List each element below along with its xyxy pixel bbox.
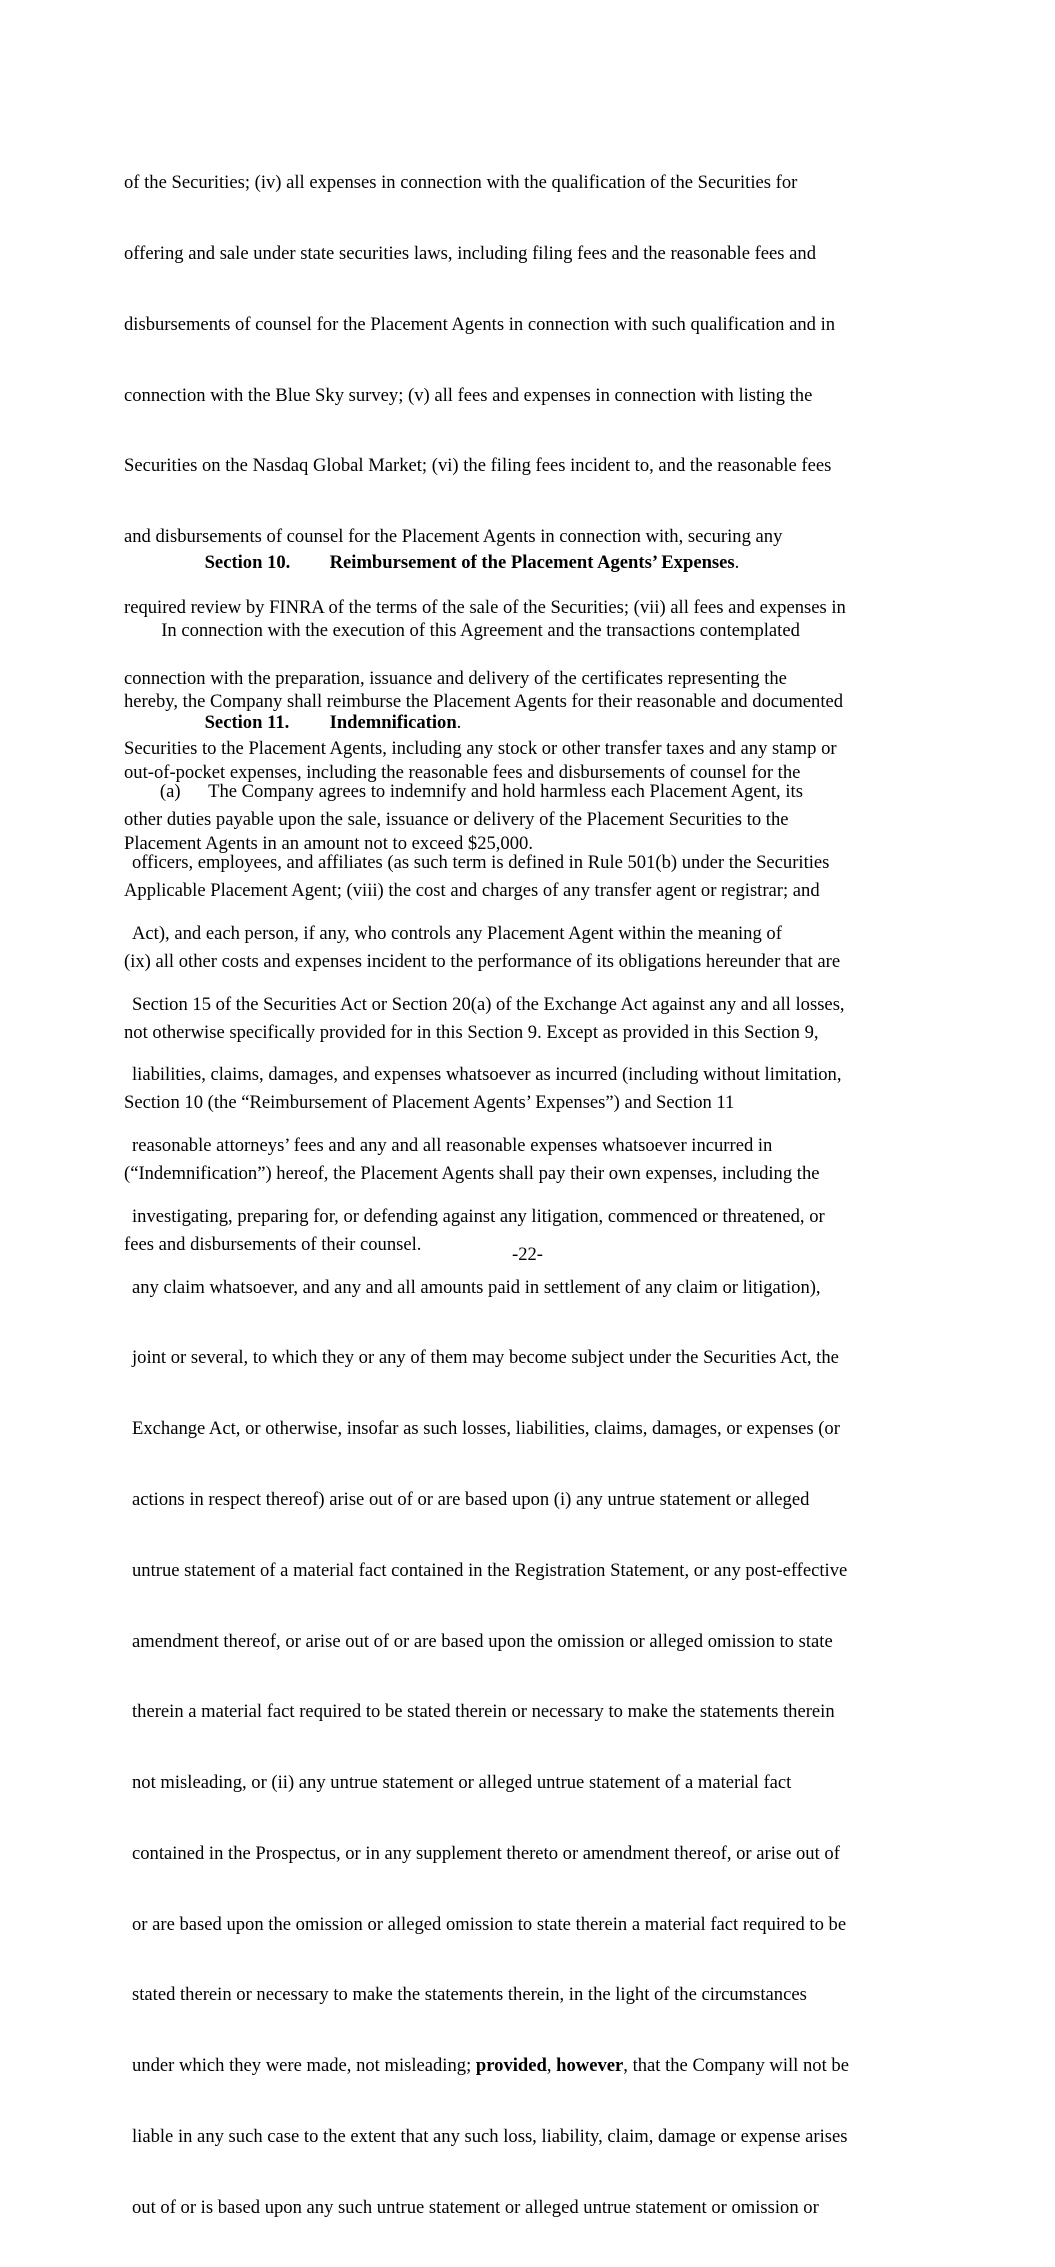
- text-line: Securities to the Placement Agents, including any stock or other transfer taxes and any stamp or: [124, 738, 837, 760]
- text-line: reasonable attorneys’ fees and any and all reasonable expenses whatsoever incurred in: [132, 1135, 773, 1157]
- text-line: connection with the preparation, issuance and delivery of the certificates representing the: [124, 667, 787, 689]
- text-line: Exchange Act, or otherwise, insofar as such losses, liabilities, claims, damages, or expenses (or: [132, 1418, 840, 1440]
- text-line: stated therein or necessary to make the statements therein, in the light of the circumstances: [132, 1984, 807, 2006]
- text-line: (a) The Company agrees to indemnify and hold harmless each Placement Agent, its: [132, 781, 803, 803]
- text-line: untrue statement of a material fact contained in the Registration Statement, or any post-effective: [132, 1559, 848, 1581]
- text-line: not misleading, or (ii) any untrue statement or alleged untrue statement of a material fact: [132, 1772, 792, 1794]
- text-line: other duties payable upon the sale, issuance or delivery of the Placement Securities to the: [124, 809, 789, 831]
- section-11-title: Indemnification: [329, 711, 457, 733]
- proviso-text-mid: ,: [546, 2055, 557, 2077]
- text-line: Applicable Placement Agent; (viii) the cost and charges of any transfer agent or registrar; and: [124, 880, 820, 901]
- text-line: disbursements of counsel for the Placement Agents in connection with such qualification and in: [124, 313, 836, 335]
- text-line: connection with the Blue Sky survey; (v) all fees and expenses in connection with listing the: [124, 384, 813, 406]
- text-line: of the Securities; (iv) all expenses in connection with the qualification of the Securities for: [124, 172, 798, 194]
- text-line: Section 10 (the “Reimbursement of Placement Agents’ Expenses”) and Section 11: [124, 1092, 735, 1114]
- section-11-title-period: .: [456, 711, 462, 733]
- text-line: therein a material fact required to be stated therein or necessary to make the statements therein: [132, 1701, 835, 1723]
- text-line: amendment thereof, or arise out of or are based upon the omission or alleged omission to state: [132, 1630, 833, 1652]
- section-10-number: Section 10.: [204, 551, 291, 573]
- text-line: contained in the Prospectus, or in any supplement thereto or amendment thereof, or arise out of: [132, 1842, 840, 1864]
- text-line: any claim whatsoever, and any and all amounts paid in settlement of any claim or litigation),: [132, 1276, 821, 1298]
- text-line: Act), and each person, if any, who controls any Placement Agent within the meaning of: [132, 922, 782, 944]
- text-line: (“Indemnification”) hereof, the Placement Agents shall pay their own expenses, including the: [124, 1163, 820, 1185]
- text-line: In connection with the execution of this Agreement and the transactions contemplated: [124, 620, 800, 642]
- text-line: liabilities, claims, damages, and expenses whatsoever as incurred (including without limitation,: [132, 1064, 842, 1086]
- text-line: not otherwise specifically provided for in this Section 9. Except as provided in this Section 9,: [124, 1021, 819, 1043]
- text-line: Section 15 of the Securities Act or Section 20(a) of the Exchange Act against any and all losses,: [132, 993, 845, 1015]
- text-line: required review by FINRA of the terms of the sale of the Securities; (vii) all fees and expenses in: [124, 596, 846, 618]
- page-number: -22-: [512, 1244, 543, 1265]
- text-line: and disbursements of counsel for the Placement Agents in connection with, securing any: [124, 526, 783, 548]
- text-line: fees and disbursements of their counsel.: [124, 1233, 422, 1255]
- text-line: (ix) all other costs and expenses incident to the performance of its obligations hereunder that are: [124, 950, 841, 972]
- section-10-title: Reimbursement of the Placement Agents’ Expenses: [329, 551, 735, 573]
- proviso-bold-however: however: [556, 2055, 624, 2077]
- proviso-text-before: under which they were made, not misleading;: [132, 2055, 476, 2077]
- proviso-text-after: , that the Company will not be: [623, 2055, 849, 2077]
- text-line: Placement Agents in an amount not to exceed $25,000.: [124, 832, 533, 854]
- text-line: joint or several, to which they or any of them may become subject under the Securities Act, the: [132, 1347, 839, 1369]
- text-line: hereby, the Company shall reimburse the Placement Agents for their reasonable and documented: [124, 690, 844, 712]
- text-line: Securities on the Nasdaq Global Market; (vi) the filing fees incident to, and the reasonable fees: [124, 455, 832, 477]
- proviso-bold-provided: provided: [475, 2055, 547, 2077]
- text-line: officers, employees, and affiliates (as such term is defined in Rule 501(b) under the Securities: [132, 851, 830, 873]
- text-line: actions in respect thereof) arise out of or are based upon (i) any untrue statement or alleged: [132, 1489, 810, 1510]
- section-11-subsection-a: [132, 733, 849, 2267]
- text-line: out-of-pocket expenses, including the reasonable fees and disbursements of counsel for the: [124, 761, 801, 783]
- text-line: out of or is based upon any such untrue statement or alleged untrue statement or omission or: [132, 2196, 819, 2218]
- proviso-line: [132, 2054, 849, 2078]
- text-line: offering and sale under state securities laws, including filing fees and the reasonable fees and: [124, 242, 817, 264]
- text-line: liable in any such case to the extent that any such loss, liability, claim, damage or expense arises: [132, 2126, 848, 2148]
- text-line: or are based upon the omission or alleged omission to state therein a material fact required to be: [132, 1913, 847, 1935]
- section-10-title-period: .: [734, 551, 740, 573]
- text-line: investigating, preparing for, or defending against any litigation, commenced or threatened, or: [132, 1205, 825, 1227]
- section-11-number: Section 11.: [204, 711, 290, 733]
